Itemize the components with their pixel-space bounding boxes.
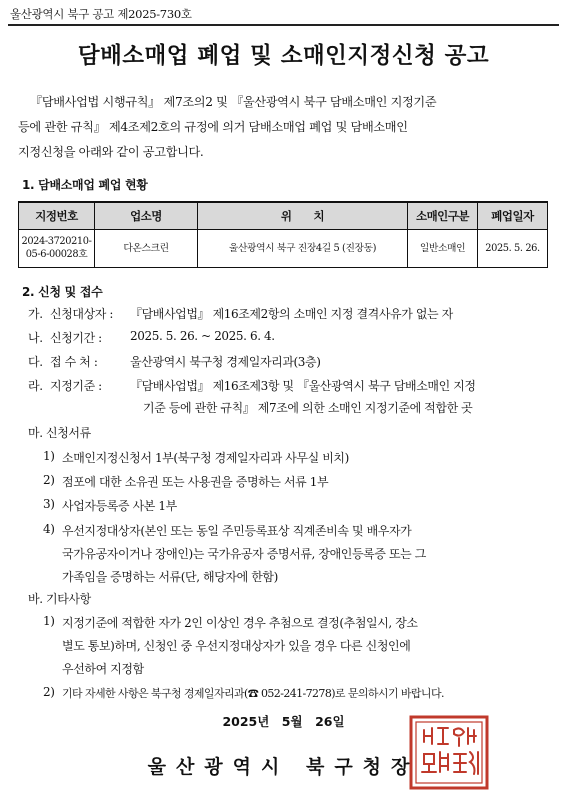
item-text: 기타 자세한 사항은 북구청 경제일자리과(☎ 052-241-7278)로 문의하시기 바랍니다. [62,687,444,700]
column-header: 위 치 [198,202,408,229]
item-number: 1) [43,614,55,628]
section-heading-application: 2. 신청 및 접수 [22,285,103,299]
item-label: 신청대상자 : [50,307,114,321]
item-text: 가족임을 증명하는 서류(단, 해당자에 한함) [62,570,278,584]
column-header: 소매인구분 [408,202,478,229]
item-number: 3) [43,497,55,511]
item-marker: 다. [28,355,43,369]
item-text: 『담배사업법』 제16조제2항의 소매인 지정 결격사유가 없는 자 [130,307,453,321]
item-text: 점포에 대한 소유권 또는 사용권을 증명하는 서류 1부 [62,475,329,489]
item-label: 신청기간 : [50,331,102,345]
item-text: 우선하여 지정함 [62,662,144,676]
intro-line: 『담배사업법 시행규칙』 제7조의2 및 『울산광역시 북구 담배소매인 지정기준 [30,95,437,109]
item-text: 우선지정대상자(본인 또는 동일 주민등록표상 직계존비속 및 배우자가 [62,524,412,538]
item-label: 접 수 처 : [50,355,98,369]
official-seal-icon [408,714,490,791]
cell-closure-date: 2025. 5. 26. [478,229,548,267]
notice-page: 울산광역시 북구 공고 제2025-730호 담배소매업 폐업 및 소매인지정신청 공고 『담배사업법 시행규칙』 제7조의2 및 『울산광역시 북구 담배소매인 지정기준 등에 관한 규칙』 제4조제2호의 규정에 의거 담배소매업 폐업 및 담배소매인 지정신청을 아래와 같이 공고합니다. 1. 담배소매업 폐업 현황 지정번호 업소명 위 치 소매인구분 폐업일자 2024-3720210- 05-6-00028호 다온스크린 울산광역시 북구 진장4길 5 (진장동) 일반소매인 2025. 5. 26. 2. 신청 및 접수 가. 신청대상자 : 『담배사업법』 제16조제2항의 소매인 지정 결격사유가 없는 자 나. 신청기간 : 2025. 5. 26. ~ 2025. 6. 4. 다. 접 수 처 : 울산광역시 북구청 경제일자리과(3층) 라. 지정기준 : 『담배사업법』 제16조제3항 및 『울산광역시 북구 담배소매인 지정 기준 등에 관한 규칙』 제7조에 의한 소매인 지정기준에 적합한 곳 마. 신청서류 1) 소매인지정신청서 1부(북구청 경제일자리과 사무실 비치) 2) 점포에 대한 소유권 또는 사용권을 증명하는 서류 1부 3) 사업자등록증 사본 1부 4) 우선지정대상자(본인 또는 동일 주민등록표상 직계존비속 및 배우자가 국가유공자이거나 장애인)는 국가유공자 증명서류, 장애인등록증 또는 그 가족임을 증명하는 서류(단, 해당자에 한함) 바. 기타사항 1) 지정기준에 적합한 자가 2인 이상인 경우 추첨으로 결정(추첨일시, 장소 별도 통보)하며, 신청인 중 우선지정대상자가 있을 경우 다른 신청인에 우선하여 지정함 2) 기타 자세한 사항은 북구청 경제일자리과(☎ 052-241-7278)로 문의하시기 바랍니다. 2025년 5월 26일 울산광역시 북구청장 [0,0,567,791]
item-text: 2025. 5. 26. ~ 2025. 6. 4. [130,329,275,343]
item-number: 2) [43,685,55,699]
intro-paragraph [18,90,550,165]
column-header: 폐업일자 [478,202,548,229]
issuer-name: 울산광역시 북구청장 [147,756,420,778]
cell-business-name: 다온스크린 [95,229,198,267]
column-header: 지정번호 [19,202,95,229]
section-heading-closure: 1. 담배소매업 폐업 현황 [22,178,148,192]
item-marker: 라. [28,379,43,393]
item-text: 별도 통보)하며, 신청인 중 우선지정대상자가 있을 경우 다른 신청인에 [62,639,411,653]
item-number: 4) [43,522,55,536]
cell-retailer-type: 일반소매인 [408,229,478,267]
closure-table [18,201,548,268]
item-text: 기준 등에 관한 규칙』 제7조에 의한 소매인 지정기준에 적합한 곳 [143,401,473,415]
item-number: 1) [43,449,55,463]
notice-title: 담배소매업 폐업 및 소매인지정신청 공고 [77,43,490,69]
intro-line: 등에 관한 규칙』 제4조제2호의 규정에 의거 담배소매업 폐업 및 담배소매인 [18,120,408,134]
column-header: 업소명 [95,202,198,229]
intro-line: 지정신청을 아래와 같이 공고합니다. [18,145,204,159]
cell-location: 울산광역시 북구 진장4길 5 (진장동) [198,229,408,267]
notice-number: 울산광역시 북구 공고 제2025-730호 [10,7,192,21]
table-header-row [19,202,548,229]
item-text: 『담배사업법』 제16조제3항 및 『울산광역시 북구 담배소매인 지정 [130,379,476,393]
item-label: 지정기준 : [50,379,102,393]
item-marker: 나. [28,331,43,345]
table-row [19,229,548,267]
item-text: 국가유공자이거나 장애인)는 국가유공자 증명서류, 장애인등록증 또는 그 [62,547,426,561]
item-marker: 가. [28,307,43,321]
header-divider [8,24,559,26]
item-text: 지정기준에 적합한 자가 2인 이상인 경우 추첨으로 결정(추첨일시, 장소 [62,616,418,630]
item-text: 사업자등록증 사본 1부 [62,499,177,513]
item-number: 2) [43,473,55,487]
cell-designation-number: 2024-3720210- 05-6-00028호 [19,229,95,267]
item-text: 소매인지정신청서 1부(북구청 경제일자리과 사무실 비치) [62,451,349,465]
item-text: 울산광역시 북구청 경제일자리과(3층) [130,355,321,369]
notice-date: 2025년 5월 26일 [222,714,345,729]
